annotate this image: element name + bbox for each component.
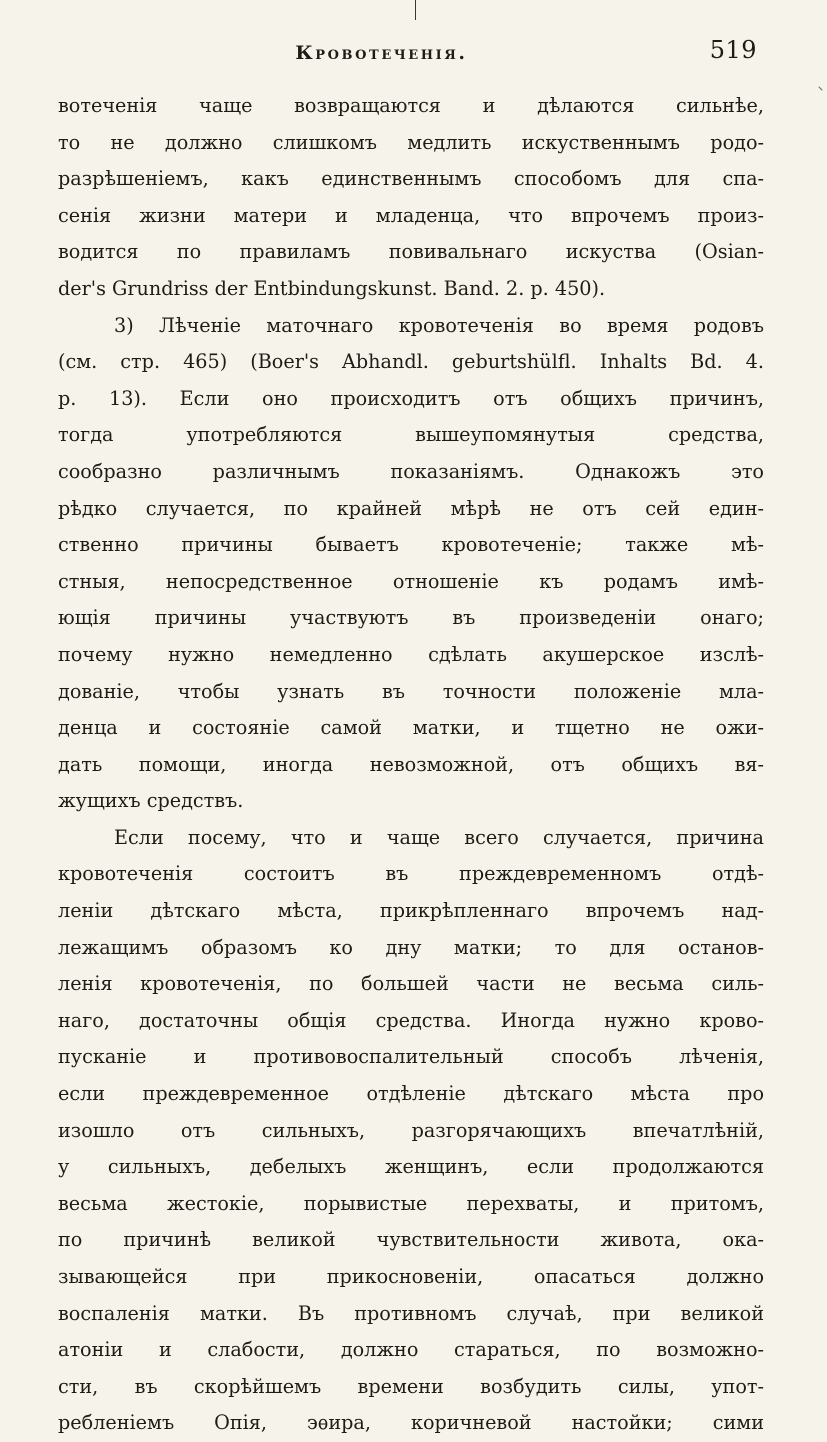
text-line: атоніи и слабости, должно стараться, по возможно- [58,1338,764,1362]
text-line: денца и состояніе самой матки, и тщетно не ожи- [58,716,764,740]
text-line: ребленіемъ Опія, эѳира, коричневой настойки; сими [58,1411,764,1435]
text-line: леніи дѣтскаго мѣста, прикрѣпленнаго впрочемъ над- [58,899,764,923]
text-line: стныя, непосредственное отношеніе къ родамъ имѣ- [58,569,764,593]
text-line: почему нужно немедленно сдѣлать акушерское изслѣ- [58,642,764,666]
text-line: кровотеченія состоитъ въ преждевременномъ отдѣ- [58,862,764,886]
paragraph-first-line: Если посему, что и чаще всего случается, причина [114,825,764,849]
text-line: если преждевременное отдѣленіе дѣтскаго мѣста про [58,1082,764,1106]
text-line: сенія жизни матери и младенца, что впрочемъ произ- [58,203,764,227]
text-line: ленія кровотеченія, по большей части не весьма силь- [58,972,764,996]
section-heading-line: 3) Лѣченіе маточнаго кровотеченія во время родовъ [114,313,764,337]
text-line: пусканіе и противовоспалительный способъ лѣченія, [58,1045,764,1069]
text-line: ственно причины бываетъ кровотеченіе; также мѣ- [58,533,764,557]
printer-mark [415,0,416,20]
text-line: разрѣшеніемъ, какъ единственнымъ способомъ для спа- [58,167,764,191]
text-line: жущихъ средствъ. [58,789,244,813]
text-line: тогда употребляются вышеупомянутыя средства, [58,423,764,447]
text-line: воспаленія матки. Въ противномъ случаѣ, при великой [58,1301,764,1325]
margin-mark [818,86,822,90]
text-line: весьма жестокіе, порывистые перехваты, и притомъ, [58,1191,764,1215]
page-header [58,36,757,70]
text-line: вотеченія чаще возвращаются и дѣлаются сильнѣе, [58,94,764,117]
running-head: Кровотеченія. [295,42,468,64]
text-line: рѣдко случается, по крайней мѣрѣ не отъ сей един- [58,496,764,520]
text-line: по причинѣ великой чувствительности живота, ока- [58,1228,764,1252]
text-line: изошло отъ сильныхъ, разгорячающихъ впечатлѣній, [58,1118,764,1142]
text-line: p. 13). Если оно происходитъ отъ общихъ причинъ, [58,386,764,410]
text-line: у сильныхъ, дебелыхъ женщинъ, если продолжаются [58,1155,764,1179]
text-line: (см. стр. 465) (Boer's Abhandl. geburtshülfl. Inhalts Bd. 4. [58,350,764,374]
text-line: то не должно слишкомъ медлить искуственнымъ родо- [58,130,764,154]
text-line: водится по правиламъ повивальнаго искуства (Osian- [58,240,764,264]
text-line: зывающейся при прикосновеніи, опасаться должно [58,1265,764,1288]
text-line: der's Grundriss der Entbindungskunst. Band. 2. p. 450). [58,276,606,300]
text-line: лежащимъ образомъ ко дну матки; то для останов- [58,935,764,959]
body-text [58,88,764,1442]
page-number: 519 [709,36,757,64]
text-line: сти, въ скорѣйшемъ времени возбудить силы, упот- [58,1374,764,1398]
text-line: ющія причины участвуютъ въ произведеніи онаго; [58,606,764,630]
text-line: наго, достаточны общія средства. Иногда нужно крово- [58,1008,764,1032]
text-line: дать помощи, иногда невозможной, отъ общихъ вя- [58,752,764,776]
text-line: дованіе, чтобы узнать въ точности положеніе мла- [58,679,764,703]
text-line: сообразно различнымъ показаніямъ. Однакожъ это [58,459,764,483]
